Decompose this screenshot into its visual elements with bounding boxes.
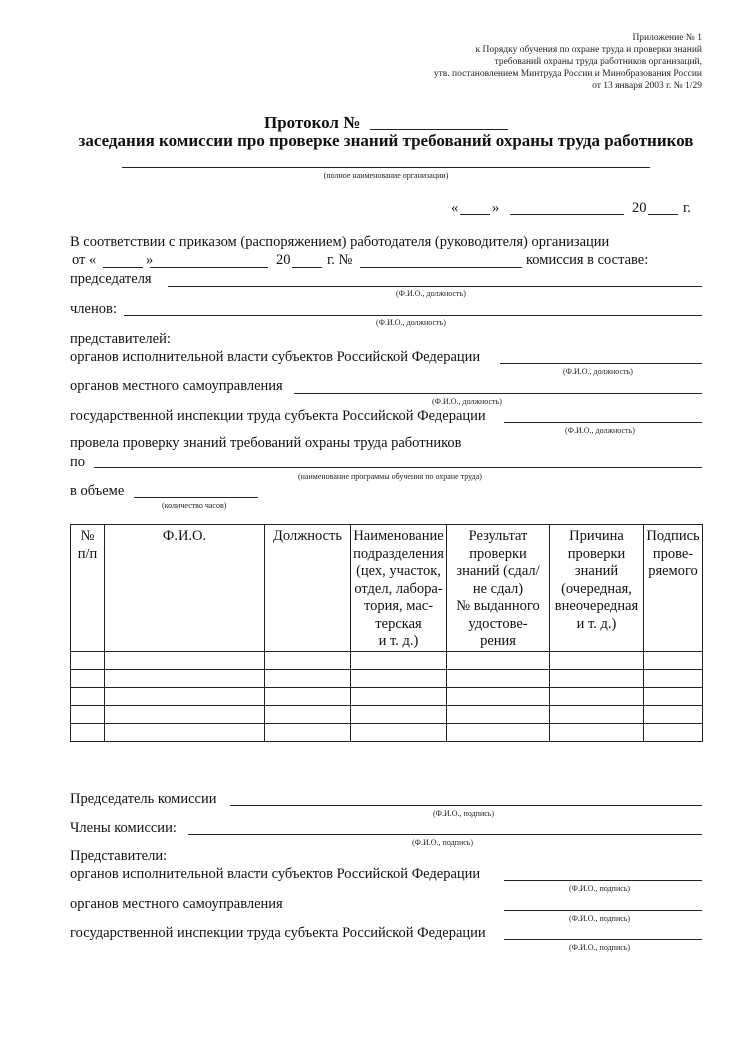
chairman-field[interactable] [168, 286, 702, 287]
sig-local-gov-field[interactable] [504, 910, 702, 911]
date-close-quote: » [492, 200, 500, 216]
state-inspection-field[interactable] [504, 422, 702, 423]
table-cell[interactable] [71, 723, 105, 741]
table-cell[interactable] [550, 705, 644, 723]
table-cell[interactable] [351, 723, 447, 741]
order-month-field[interactable] [150, 267, 268, 268]
representatives-label: представителей: [70, 331, 171, 347]
date-year-suffix: г. [683, 200, 691, 216]
date-year-prefix: 20 [632, 200, 647, 216]
table-cell[interactable] [105, 669, 265, 687]
col-result-header: Результат проверки знаний (сдал/ не сдал) № выданного удостове- рения [447, 525, 550, 652]
table-cell[interactable] [351, 687, 447, 705]
commission-text: комиссия в составе: [526, 252, 649, 268]
protocol-subtitle: заседания комиссии про проверке знаний требований охраны труда работников [78, 131, 694, 150]
table-cell[interactable] [550, 669, 644, 687]
table-cell[interactable] [447, 705, 550, 723]
results-table [70, 524, 703, 742]
sig-chairman-label: Председатель комиссии [70, 791, 217, 807]
conducted-text: провела проверку знаний требований охраны труда работников [70, 435, 462, 451]
sig-state-inspection-label: государственной инспекции труда субъекта Российской Федерации [70, 925, 486, 941]
table-cell[interactable] [265, 723, 351, 741]
organization-hint: (полное наименование организации) [323, 171, 449, 180]
members-label: членов: [70, 301, 117, 317]
sig-local-gov-hint: (Ф.И.О., подпись) [569, 914, 631, 923]
sig-exec-authorities-hint: (Ф.И.О., подпись) [569, 884, 631, 893]
members-hint: (Ф.И.О., должность) [376, 318, 446, 327]
chairman-hint: (Ф.И.О., должность) [396, 289, 466, 298]
hours-field[interactable] [134, 497, 258, 498]
table-cell[interactable] [105, 723, 265, 741]
table-row [71, 669, 703, 687]
table-cell[interactable] [105, 687, 265, 705]
appendix-line-2: к Порядку обучения по охране труда и проверки знаний [475, 45, 702, 55]
sig-exec-authorities-field[interactable] [504, 880, 702, 881]
table-row [71, 705, 703, 723]
exec-authorities-label: органов исполнительной власти субъектов Российской Федерации [70, 349, 481, 365]
col-name-header: Ф.И.О. [105, 525, 265, 652]
table-cell[interactable] [71, 705, 105, 723]
table-cell[interactable] [644, 723, 703, 741]
sig-members-hint: (Ф.И.О., подпись) [412, 838, 474, 847]
order-day-field[interactable] [103, 267, 143, 268]
intro-text: В соответствии с приказом (распоряжением) работодателя (руководителя) организации [70, 234, 610, 250]
hours-hint: (количество часов) [162, 501, 227, 510]
appendix-line-5: от 13 января 2003 г. № 1/29 [592, 81, 702, 91]
date-day-field[interactable] [460, 214, 490, 215]
table-cell[interactable] [71, 651, 105, 669]
table-cell[interactable] [351, 669, 447, 687]
order-number-field[interactable] [360, 267, 522, 268]
col-signature-header: Подпись прове- ряемого [644, 525, 703, 652]
table-cell[interactable] [105, 705, 265, 723]
table-cell[interactable] [351, 651, 447, 669]
order-year-suffix: г. № [327, 252, 353, 268]
date-open-quote: « [451, 200, 459, 216]
sig-members-field[interactable] [188, 834, 702, 835]
table-cell[interactable] [550, 651, 644, 669]
table-header-row [71, 525, 703, 652]
col-number-header: № п/п [71, 525, 105, 652]
local-gov-field[interactable] [294, 393, 702, 394]
appendix-line-4: утв. постановлением Минтруда России и Минобразования России [433, 69, 702, 79]
protocol-number-field[interactable] [370, 129, 508, 130]
appendix-line-1: Приложение № 1 [632, 33, 702, 43]
protocol-title: Протокол № [264, 113, 361, 132]
local-gov-label: органов местного самоуправления [70, 378, 283, 394]
state-inspection-hint: (Ф.И.О., должность) [565, 426, 635, 435]
table-cell[interactable] [550, 723, 644, 741]
order-from-close: » [146, 252, 154, 268]
sig-members-label: Члены комиссии: [70, 820, 177, 836]
table-cell[interactable] [447, 669, 550, 687]
sig-local-gov-label: органов местного самоуправления [70, 896, 283, 912]
order-from-open: от « [72, 252, 97, 268]
sig-state-inspection-field[interactable] [504, 939, 702, 940]
date-month-field[interactable] [510, 214, 624, 215]
table-cell[interactable] [447, 723, 550, 741]
table-row [71, 687, 703, 705]
state-inspection-label: государственной инспекции труда субъекта Российской Федерации [70, 408, 486, 424]
table-cell[interactable] [447, 687, 550, 705]
table-cell[interactable] [265, 705, 351, 723]
sig-exec-authorities-label: органов исполнительной власти субъектов Российской Федерации [70, 866, 481, 882]
table-row [71, 651, 703, 669]
by-label: по [70, 454, 86, 470]
local-gov-hint: (Ф.И.О., должность) [432, 397, 502, 406]
program-hint: (наименование программы обучения по охране труда) [298, 472, 482, 481]
table-cell[interactable] [644, 669, 703, 687]
table-cell[interactable] [447, 651, 550, 669]
table-cell[interactable] [265, 669, 351, 687]
sig-chairman-hint: (Ф.И.О., подпись) [433, 809, 495, 818]
sig-chairman-field[interactable] [230, 805, 702, 806]
col-department-header: Наименование подразделения (цех, участок, отдел, лабора- тория, мас- терская и т. д.) [351, 525, 447, 652]
exec-authorities-hint: (Ф.И.О., должность) [563, 367, 633, 376]
table-cell[interactable] [351, 705, 447, 723]
organization-name-field[interactable] [122, 167, 650, 168]
table-cell[interactable] [644, 687, 703, 705]
sig-representatives-label: Представители: [70, 848, 168, 864]
volume-label: в объеме [70, 483, 125, 499]
table-cell[interactable] [550, 687, 644, 705]
table-cell[interactable] [71, 687, 105, 705]
sig-state-inspection-hint: (Ф.И.О., подпись) [569, 943, 631, 952]
table-cell[interactable] [265, 687, 351, 705]
col-reason-header: Причина проверки знаний (очередная, внеочередная и т. д.) [550, 525, 644, 652]
order-year-field[interactable] [292, 267, 322, 268]
table-cell[interactable] [105, 651, 265, 669]
order-year-prefix: 20 [276, 252, 291, 268]
members-field[interactable] [124, 315, 702, 316]
table-body [71, 651, 703, 741]
col-position-header: Должность [265, 525, 351, 652]
table-cell[interactable] [265, 651, 351, 669]
appendix-line-3: требований охраны труда работников организаций, [494, 57, 702, 67]
table-cell[interactable] [71, 669, 105, 687]
chairman-label: председателя [70, 271, 152, 287]
date-year-field[interactable] [648, 214, 678, 215]
table-cell[interactable] [644, 705, 703, 723]
table-cell[interactable] [644, 651, 703, 669]
table-row [71, 723, 703, 741]
program-field[interactable] [94, 467, 702, 468]
exec-authorities-field[interactable] [500, 363, 702, 364]
